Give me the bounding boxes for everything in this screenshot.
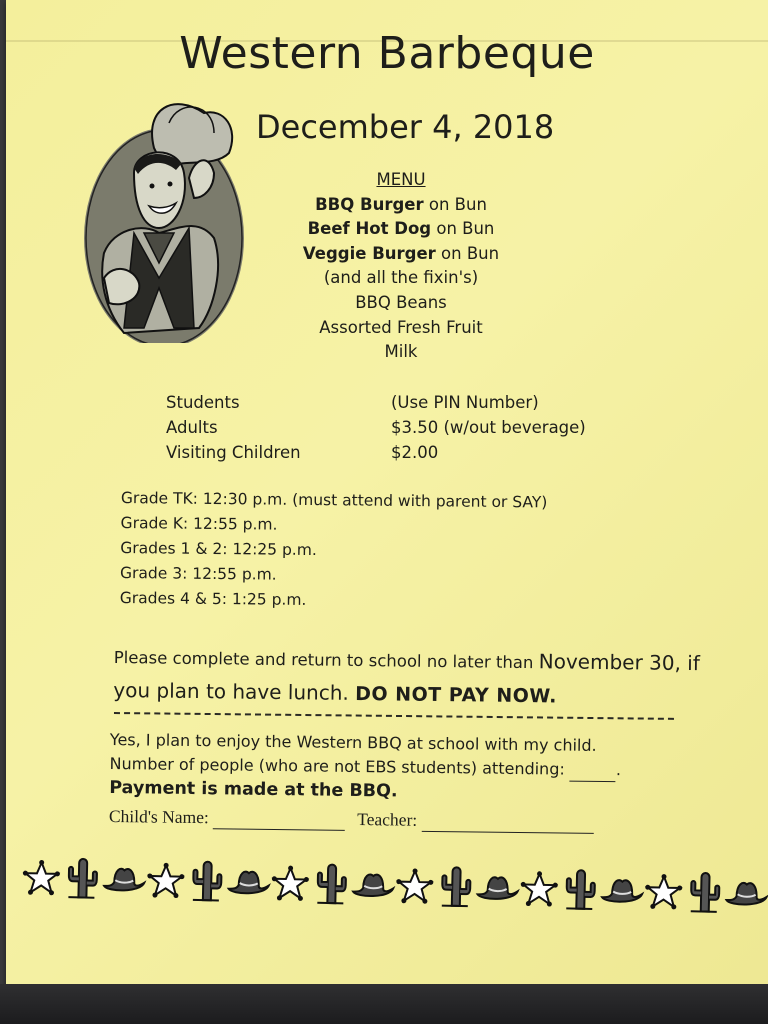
menu-item: [256, 242, 546, 267]
menu-item-suffix: on Bun: [431, 219, 495, 239]
cowboy-hat-icon: [104, 868, 144, 890]
menu-item: [256, 193, 546, 218]
cactus-icon: [691, 873, 720, 912]
sheriff-star-icon: [147, 862, 185, 898]
price-value: (Use PIN Number): [391, 393, 539, 412]
child-teacher-line: [109, 804, 669, 835]
border-icons: [22, 858, 767, 913]
attendee-count-blank[interactable]: [570, 763, 616, 783]
menu-heading: MENU: [376, 170, 426, 189]
schedule-item: Grades 1 & 2: 12:25 p.m.: [120, 538, 317, 560]
schedule-item: Grade 3: 12:55 p.m.: [119, 563, 277, 584]
price-row: [166, 440, 586, 465]
attendee-count-end: .: [615, 760, 622, 780]
menu-item: Milk: [384, 342, 418, 362]
notice-text: Please complete and return to school no later than: [113, 647, 539, 673]
notice-deadline: November 30, if: [538, 649, 701, 676]
child-name-label: Child's Name:: [108, 805, 209, 828]
cowboy-hat-icon: [726, 883, 766, 905]
menu-item: [256, 217, 546, 242]
cowboy-hat-icon: [353, 874, 393, 896]
menu-item-suffix: on Bun: [435, 243, 500, 263]
menu-item: (and all the fixin's): [323, 268, 479, 288]
event-date: December 4, 2018: [256, 108, 555, 146]
payment-note: Payment is made at the BBQ.: [109, 777, 398, 802]
sheriff-star-icon: [645, 874, 683, 910]
attendee-count-label: Number of people (who are not EBS students) attending:: [109, 753, 565, 779]
grade-schedule: [120, 486, 548, 615]
price-category: Students: [166, 393, 240, 412]
price-category: Adults: [166, 418, 218, 437]
menu-item-name: Veggie Burger: [302, 243, 436, 263]
schedule-item: Grades 4 & 5: 1:25 p.m.: [119, 588, 307, 609]
price-row: [166, 390, 586, 415]
price-row: [166, 415, 586, 440]
teacher-blank[interactable]: [421, 813, 593, 834]
menu-item-suffix: on Bun: [423, 194, 487, 214]
decorative-border: [18, 848, 768, 945]
price-value: $3.50 (w/out beverage): [391, 418, 586, 437]
cactus-icon: [442, 867, 471, 906]
cactus-icon: [566, 870, 595, 909]
menu-item: Assorted Fresh Fruit: [319, 317, 483, 337]
menu-item-name: BBQ Burger: [315, 194, 424, 214]
sheriff-star-icon: [22, 860, 60, 896]
do-not-pay-warning: DO NOT PAY NOW.: [355, 682, 558, 708]
cactus-icon: [68, 859, 97, 898]
cowboy-illustration-icon: [64, 88, 244, 343]
cowboy-hat-icon: [229, 871, 269, 893]
menu-section: [256, 168, 546, 365]
rsvp-form: [109, 728, 670, 835]
notice-text: you plan to have lunch.: [113, 677, 356, 705]
price-category: Visiting Children: [166, 443, 301, 462]
flyer-title: Western Barbeque: [179, 28, 595, 79]
menu-item-name: Beef Hot Dog: [307, 219, 432, 239]
cactus-icon: [193, 861, 222, 900]
menu-item: BBQ Beans: [355, 292, 447, 312]
schedule-item: Grade TK: 12:30 p.m. (must attend with parent or SAY): [120, 488, 548, 512]
desk-surface: [0, 984, 768, 1024]
flyer-page: [6, 0, 768, 992]
return-notice: [113, 640, 734, 716]
child-name-blank[interactable]: [213, 810, 345, 831]
price-table: [166, 390, 586, 465]
sheriff-star-icon: [271, 865, 309, 901]
cowboy-hat-icon: [602, 880, 642, 902]
rsvp-yes-line: Yes, I plan to enjoy the Western BBQ at school with my child.: [109, 729, 597, 755]
sheriff-star-icon: [396, 868, 434, 904]
schedule-item: Grade K: 12:55 p.m.: [120, 513, 278, 534]
cactus-icon: [317, 864, 346, 903]
sheriff-star-icon: [520, 871, 558, 907]
price-value: $2.00: [391, 443, 439, 462]
cowboy-hat-icon: [477, 877, 517, 899]
teacher-label: Teacher:: [357, 809, 418, 830]
